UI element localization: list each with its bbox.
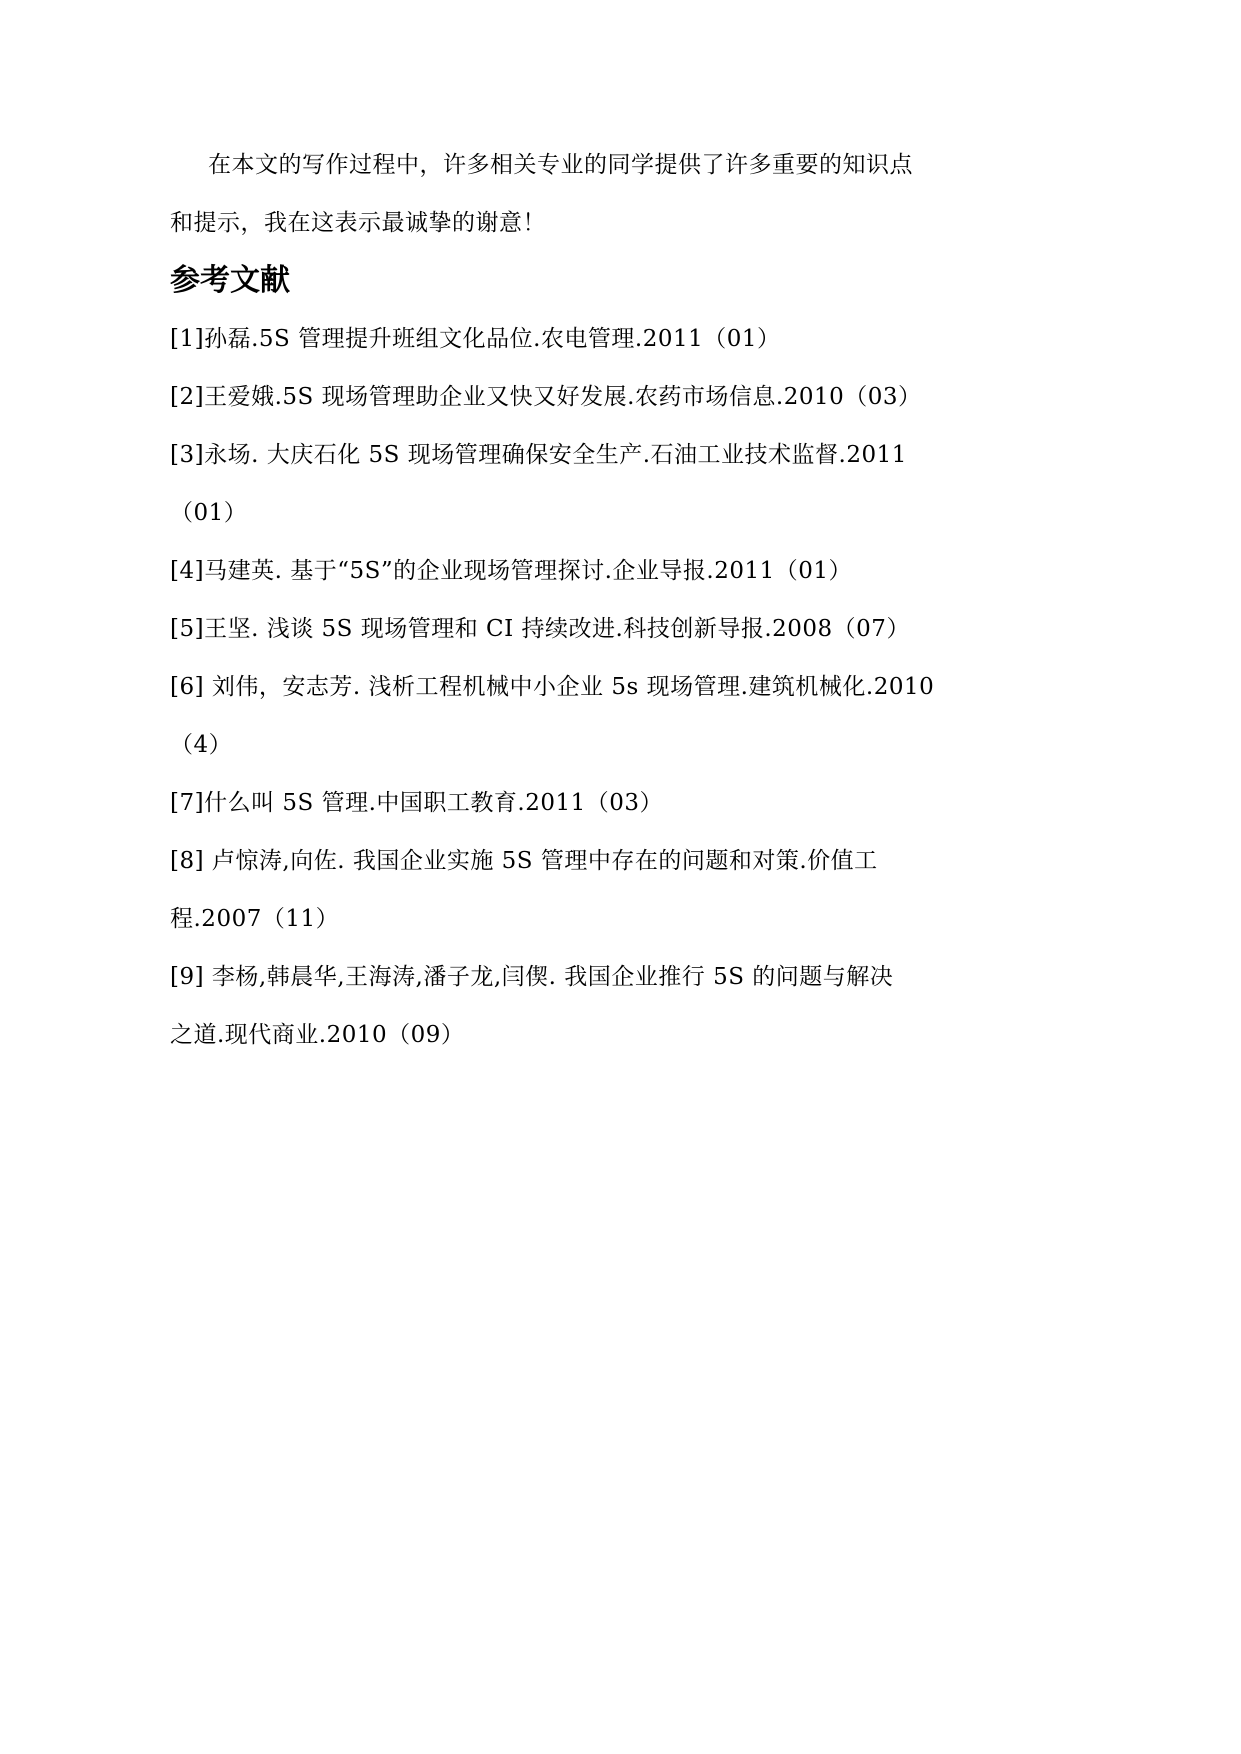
reference-line: [6] 刘伟，安志芳. 浅析工程机械中小企业 5s 现场管理.建筑机械化.2010 (170, 674, 935, 700)
reference-line: [5]王坚. 浅谈 5S 现场管理和 CI 持续改进.科技创新导报.2008（07） (170, 616, 910, 642)
reference-line: [3]永场. 大庆石化 5S 现场管理确保安全生产.石油工业技术监督.2011 (170, 442, 907, 468)
reference-line: [8] 卢惊涛,向佐. 我国企业实施 5S 管理中存在的问题和对策.价值工 (170, 848, 878, 874)
reference-line: 程.2007（11） (170, 906, 340, 932)
reference-line: （01） (170, 500, 248, 526)
reference-line: [1]孙磊.5S 管理提升班组文化品位.农电管理.2011（01） (170, 326, 781, 352)
reference-line: [9] 李杨,韩晨华,王海涛,潘子龙,闫偰. 我国企业推行 5S 的问题与解决 (170, 964, 894, 990)
reference-line: [7]什么叫 5S 管理.中国职工教育.2011（03） (170, 790, 664, 816)
references-heading: 参考文献 (170, 263, 290, 298)
reference-line: [2]王爱娥.5S 现场管理助企业又快又好发展.农药市场信息.2010（03） (170, 384, 922, 410)
acknowledgement-line-2: 和提示，我在这表示最诚挚的谢意！ (170, 210, 546, 236)
reference-line: [4]马建英. 基于“5S”的企业现场管理探讨.企业导报.2011（01） (170, 558, 853, 584)
reference-line: （4） (170, 732, 233, 758)
acknowledgement-line-1: 在本文的写作过程中，许多相关专业的同学提供了许多重要的知识点 (208, 152, 913, 178)
reference-line: 之道.现代商业.2010（09） (170, 1022, 465, 1048)
